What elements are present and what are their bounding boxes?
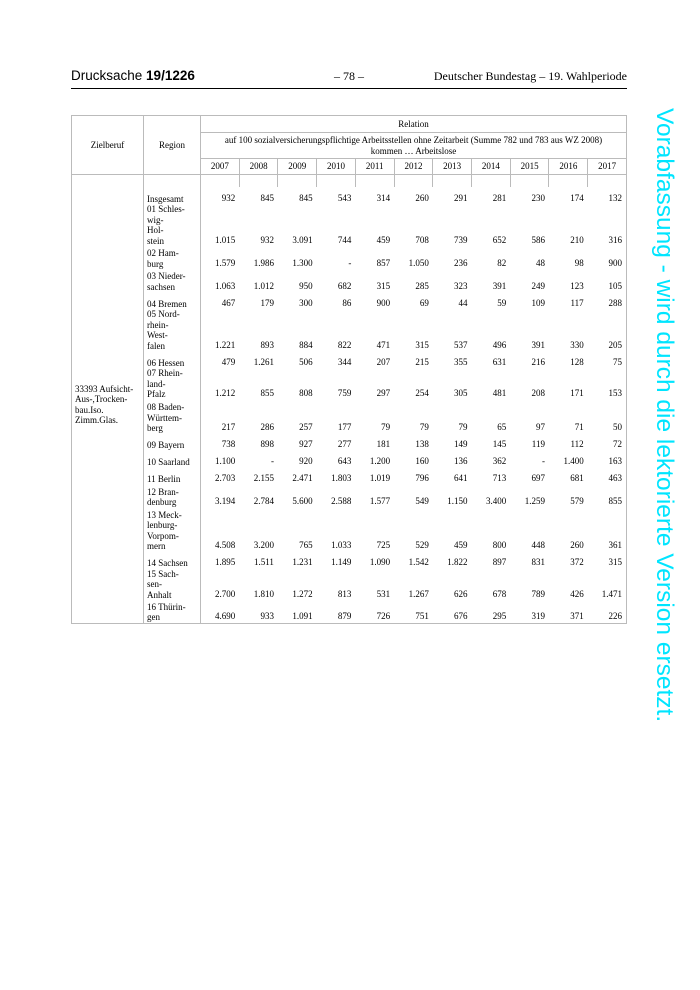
- value-cell: 2.155: [253, 473, 274, 483]
- value-cell: 105: [588, 269, 627, 292]
- value-cell: 467: [221, 297, 236, 308]
- value-cell: 471: [376, 339, 391, 350]
- value-cell: 927: [299, 439, 313, 449]
- value-cell: 295: [472, 600, 511, 623]
- value-cell: 305: [454, 388, 468, 398]
- value-cell: 813: [337, 588, 352, 599]
- value-cell: 1.012: [253, 280, 274, 291]
- value-cell: 1.149: [331, 557, 352, 567]
- value-cell: 123: [570, 280, 584, 291]
- region-cell: 07 Rhein- land- Pfalz: [144, 368, 201, 400]
- header-year: 2010: [317, 159, 356, 175]
- value-cell: 260: [415, 192, 429, 203]
- value-cell: 149: [454, 439, 468, 449]
- value-cell: 171: [570, 388, 584, 398]
- region-cell: 09 Bayern: [144, 434, 201, 451]
- value-cell: 119: [531, 439, 545, 449]
- value-cell: 855: [588, 485, 627, 508]
- value-cell: -: [270, 456, 274, 466]
- value-cell: 682: [337, 280, 352, 291]
- value-cell: 316: [588, 204, 627, 246]
- value-cell: 323: [454, 280, 468, 291]
- header-year: 2017: [588, 159, 627, 175]
- value-cell: 897: [492, 557, 507, 567]
- value-cell: 132: [588, 187, 627, 204]
- value-cell: 281: [492, 192, 507, 203]
- value-cell: 79: [419, 422, 429, 432]
- value-cell: 529: [415, 540, 429, 550]
- value-cell: 236: [454, 257, 468, 268]
- spacer-cell: [588, 175, 627, 188]
- table-row: [72, 451, 627, 468]
- value-cell: 479: [221, 356, 236, 367]
- value-cell: 288: [588, 292, 627, 309]
- region-cell: 02 Ham- burg: [144, 246, 201, 269]
- header-year: 2016: [549, 159, 588, 175]
- value-cell: 291: [454, 192, 468, 203]
- value-cell: 226: [588, 600, 627, 623]
- value-cell: 822: [337, 339, 352, 350]
- region-cell: 05 Nord- rhein- West- falen: [144, 309, 201, 351]
- table-row: [72, 246, 627, 269]
- spacer-cell: [510, 175, 549, 188]
- table-row: [72, 600, 627, 623]
- region-cell: 11 Berlin: [144, 468, 201, 485]
- value-cell: 71: [574, 422, 584, 432]
- value-cell: 898: [260, 439, 274, 449]
- value-cell: 1.090: [369, 557, 391, 567]
- value-cell: 765: [299, 540, 313, 550]
- value-cell: 314: [376, 192, 391, 203]
- value-cell: 2.588: [331, 496, 352, 506]
- value-cell: 855: [260, 388, 274, 398]
- spacer-cell: [317, 175, 356, 188]
- header-year: 2014: [472, 159, 511, 175]
- value-cell: 315: [588, 552, 627, 569]
- value-cell: 79: [458, 422, 468, 432]
- value-cell: 543: [337, 192, 352, 203]
- value-cell: 759: [337, 388, 352, 398]
- value-cell: 496: [492, 339, 507, 350]
- value-cell: 857: [376, 257, 391, 268]
- value-cell: 739: [454, 234, 468, 245]
- value-cell: 1.986: [253, 257, 274, 268]
- value-cell: 2.703: [214, 473, 236, 483]
- header-year: 2013: [433, 159, 472, 175]
- value-cell: 1.579: [214, 257, 236, 268]
- value-cell: 1.221: [214, 339, 236, 350]
- value-cell: 1.511: [254, 557, 274, 567]
- value-cell: 751: [394, 600, 433, 623]
- value-cell: 300: [299, 297, 313, 308]
- value-cell: -: [348, 257, 352, 268]
- publisher-title: Deutscher Bundestag – 19. Wahlperiode: [433, 69, 627, 83]
- value-cell: 48: [535, 257, 545, 268]
- value-cell: 315: [376, 280, 391, 291]
- value-cell: 1.231: [292, 557, 313, 567]
- value-cell: 1.895: [214, 557, 236, 567]
- value-cell: 1.267: [408, 588, 429, 599]
- value-cell: 277: [337, 439, 352, 449]
- value-cell: 97: [535, 422, 545, 432]
- header-region: Region: [144, 116, 201, 175]
- value-cell: 372: [570, 557, 584, 567]
- header-year: 2012: [394, 159, 433, 175]
- value-cell: 641: [454, 473, 468, 483]
- value-cell: 205: [588, 309, 627, 351]
- value-cell: 845: [299, 192, 313, 203]
- value-cell: 4.508: [214, 540, 236, 550]
- value-cell: 109: [531, 297, 545, 308]
- value-cell: 726: [355, 600, 394, 623]
- value-cell: 4.690: [201, 600, 240, 623]
- document-prefix: Drucksache: [71, 68, 143, 83]
- value-cell: 75: [588, 351, 627, 368]
- value-cell: 330: [570, 339, 584, 350]
- value-cell: 626: [454, 588, 468, 599]
- region-cell: Insgesamt: [144, 187, 201, 204]
- value-cell: 900: [376, 297, 391, 308]
- occupation-cell: 33393 Aufsicht-Aus-,Trocken-bau.Iso. Zimm.Glas.: [72, 187, 144, 623]
- table-row: [72, 309, 627, 351]
- value-cell: 531: [376, 588, 391, 599]
- value-cell: 82: [497, 257, 507, 268]
- table-row: [72, 269, 627, 292]
- value-cell: 893: [260, 339, 274, 350]
- value-cell: 708: [415, 234, 429, 245]
- value-cell: 459: [454, 540, 468, 550]
- value-cell: 1.100: [214, 456, 236, 466]
- header-year: 2015: [510, 159, 549, 175]
- value-cell: 2.471: [292, 473, 313, 483]
- value-cell: 163: [588, 451, 627, 468]
- value-cell: 160: [415, 456, 429, 466]
- value-cell: 362: [492, 456, 507, 466]
- value-cell: 586: [531, 234, 545, 245]
- value-cell: 181: [376, 439, 391, 449]
- document-number-value: 19/1226: [146, 68, 195, 83]
- value-cell: 5.600: [292, 496, 313, 506]
- table-row: [72, 468, 627, 485]
- spacer-cell: [433, 175, 472, 188]
- value-cell: 920: [299, 456, 313, 466]
- value-cell: 371: [549, 600, 588, 623]
- region-cell: 10 Saarland: [144, 451, 201, 468]
- spacer-cell: [278, 175, 317, 188]
- value-cell: 179: [260, 297, 274, 308]
- value-cell: 1.150: [447, 496, 468, 506]
- value-cell: 631: [492, 356, 507, 367]
- region-cell: 15 Sach- sen- Anhalt: [144, 569, 201, 601]
- spacer-cell: [355, 175, 394, 188]
- value-cell: 2.784: [253, 496, 274, 506]
- value-cell: 3.091: [292, 234, 313, 245]
- value-cell: 738: [221, 439, 236, 449]
- table-row: [72, 292, 627, 309]
- table-row: [72, 368, 627, 400]
- value-cell: 59: [497, 297, 507, 308]
- table-row: [72, 351, 627, 368]
- value-cell: 391: [492, 280, 507, 291]
- value-cell: 257: [299, 422, 313, 432]
- value-cell: 315: [415, 339, 429, 350]
- value-cell: 355: [454, 356, 468, 367]
- region-cell: 08 Baden- Württem- berg: [144, 400, 201, 434]
- spacer-cell: [144, 175, 201, 188]
- value-cell: 1.033: [331, 540, 352, 550]
- region-cell: 12 Bran- denburg: [144, 485, 201, 508]
- page-number: – 78 –: [334, 69, 364, 83]
- data-table: [71, 115, 627, 624]
- value-cell: 643: [337, 456, 352, 466]
- value-cell: 285: [415, 280, 429, 291]
- region-cell: 16 Thürin- gen: [144, 600, 201, 623]
- value-cell: 208: [531, 388, 545, 398]
- value-cell: 579: [570, 496, 584, 506]
- header-year: 2009: [278, 159, 317, 175]
- value-cell: 177: [337, 422, 352, 432]
- value-cell: 249: [531, 280, 545, 291]
- value-cell: 286: [260, 422, 274, 432]
- region-cell: 06 Hessen: [144, 351, 201, 368]
- value-cell: 79: [381, 422, 391, 432]
- value-cell: 117: [570, 297, 584, 308]
- table-row: [72, 552, 627, 569]
- value-cell: 676: [433, 600, 472, 623]
- value-cell: 361: [588, 508, 627, 552]
- value-cell: 1.822: [447, 557, 468, 567]
- spacer-cell: [239, 175, 278, 188]
- value-cell: 1.259: [524, 496, 545, 506]
- draft-watermark: [650, 108, 680, 903]
- value-cell: 1.050: [408, 257, 429, 268]
- spacer-cell: [549, 175, 588, 188]
- value-cell: 1.400: [563, 456, 584, 466]
- value-cell: 448: [531, 540, 545, 550]
- value-cell: 216: [531, 356, 545, 367]
- table-row: [72, 508, 627, 552]
- value-cell: 136: [454, 456, 468, 466]
- spacer-cell: [201, 175, 240, 188]
- value-cell: 50: [588, 400, 627, 434]
- value-cell: 86: [342, 297, 352, 308]
- value-cell: -: [541, 456, 545, 466]
- value-cell: 800: [492, 540, 507, 550]
- value-cell: 217: [221, 422, 236, 432]
- value-cell: 44: [458, 297, 468, 308]
- value-cell: 72: [588, 434, 627, 451]
- value-cell: 900: [588, 246, 627, 269]
- value-cell: 138: [415, 439, 429, 449]
- value-cell: 831: [531, 557, 545, 567]
- value-cell: 112: [570, 439, 584, 449]
- value-cell: 879: [317, 600, 356, 623]
- value-cell: 65: [497, 422, 507, 432]
- value-cell: 713: [492, 473, 507, 483]
- value-cell: 549: [415, 496, 429, 506]
- table-row: [72, 400, 627, 434]
- value-cell: 1.200: [369, 456, 391, 466]
- value-cell: 1.091: [278, 600, 317, 623]
- value-cell: 426: [570, 588, 584, 599]
- value-cell: 145: [492, 439, 507, 449]
- value-cell: 933: [239, 600, 278, 623]
- region-cell: 04 Bremen: [144, 292, 201, 309]
- spacer-row: [72, 175, 627, 188]
- value-cell: 932: [221, 192, 236, 203]
- header-relation-description: auf 100 sozialversicherungspflichtige Arbeitsstellen ohne Zeitarbeit (Summe 782 und 783 aus WZ 2008) kommen … Arbeitslose: [201, 133, 627, 159]
- table-row: [72, 569, 627, 601]
- value-cell: 3.194: [214, 496, 236, 506]
- value-cell: 153: [588, 368, 627, 400]
- region-cell: 14 Sachsen: [144, 552, 201, 569]
- value-cell: 537: [454, 339, 468, 350]
- value-cell: 459: [376, 234, 391, 245]
- value-cell: 725: [376, 540, 391, 550]
- value-cell: 932: [260, 234, 274, 245]
- value-cell: 297: [376, 388, 391, 398]
- spacer-cell: [394, 175, 433, 188]
- value-cell: 344: [337, 356, 352, 367]
- value-cell: 950: [299, 280, 313, 291]
- value-cell: 845: [260, 192, 274, 203]
- page-header: [71, 68, 627, 89]
- value-cell: 678: [492, 588, 507, 599]
- region-cell: 03 Nieder- sachsen: [144, 269, 201, 292]
- region-cell: 13 Meck- lenburg- Vorpom- mern: [144, 508, 201, 552]
- value-cell: 2.700: [214, 588, 236, 599]
- watermark-text: Vorabfassung - wird durch die lektorierte Version ersetzt.: [651, 108, 678, 723]
- value-cell: 796: [415, 473, 429, 483]
- value-cell: 808: [299, 388, 313, 398]
- value-cell: 481: [492, 388, 507, 398]
- value-cell: 506: [299, 356, 313, 367]
- value-cell: 744: [337, 234, 352, 245]
- value-cell: 210: [570, 234, 584, 245]
- value-cell: 463: [588, 468, 627, 485]
- table-row: [72, 204, 627, 246]
- value-cell: 1.261: [253, 356, 274, 367]
- value-cell: 1.577: [369, 496, 391, 506]
- value-cell: 697: [531, 473, 545, 483]
- value-cell: 215: [415, 356, 429, 367]
- table-row: [72, 485, 627, 508]
- value-cell: 1.471: [588, 569, 627, 601]
- value-cell: 260: [570, 540, 584, 550]
- value-cell: 98: [574, 257, 584, 268]
- value-cell: 391: [531, 339, 545, 350]
- value-cell: 3.200: [253, 540, 274, 550]
- spacer-cell: [472, 175, 511, 188]
- value-cell: 1.212: [214, 388, 236, 398]
- value-cell: 1.015: [214, 234, 236, 245]
- value-cell: 884: [299, 339, 313, 350]
- value-cell: 69: [419, 297, 429, 308]
- value-cell: 230: [531, 192, 545, 203]
- table-row: [72, 187, 627, 204]
- value-cell: 652: [492, 234, 507, 245]
- header-year: 2011: [355, 159, 394, 175]
- value-cell: 1.803: [331, 473, 352, 483]
- header-relation: Relation: [201, 116, 627, 133]
- value-cell: 789: [531, 588, 545, 599]
- value-cell: 174: [570, 192, 584, 203]
- value-cell: 1.810: [253, 588, 274, 599]
- region-cell: 01 Schles- wig- Hol- stein: [144, 204, 201, 246]
- header-year: 2008: [239, 159, 278, 175]
- value-cell: 1.272: [292, 588, 313, 599]
- value-cell: 3.400: [486, 496, 507, 506]
- value-cell: 207: [376, 356, 391, 367]
- spacer-cell: [72, 175, 144, 188]
- value-cell: 254: [415, 388, 429, 398]
- value-cell: 681: [570, 473, 584, 483]
- value-cell: 1.019: [369, 473, 391, 483]
- value-cell: 128: [570, 356, 584, 367]
- value-cell: 319: [510, 600, 549, 623]
- header-zielberuf: Zielberuf: [72, 116, 144, 175]
- value-cell: 1.063: [214, 280, 236, 291]
- value-cell: 1.300: [292, 257, 313, 268]
- value-cell: 1.542: [408, 557, 429, 567]
- header-year: 2007: [201, 159, 240, 175]
- table-row: [72, 434, 627, 451]
